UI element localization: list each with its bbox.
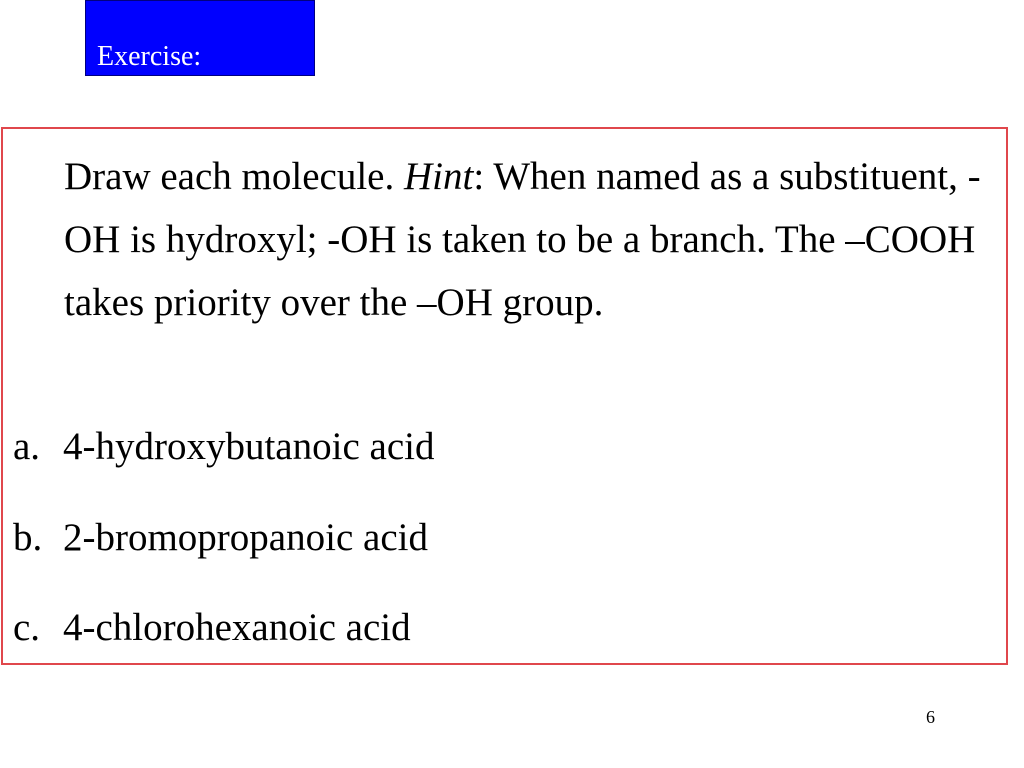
list-item-text: 4-chlorohexanoic acid [63,606,411,649]
content-box [1,127,1008,665]
hint-label: Hint [404,155,474,198]
list-marker: b. [13,516,43,559]
slide-title: Exercise: [97,41,202,72]
list-marker: c. [13,606,41,649]
instruction-paragraph [64,145,984,334]
page-number: 6 [926,707,935,727]
list-item-text: 2-bromopropanoic acid [63,516,428,559]
instruction-text: Draw each molecule. [64,155,404,198]
list-marker: a. [13,425,41,468]
hint-text: : When named as a substituent, -OH is hydroxyl; -OH is taken to be a branch. The –COOH takes priority over the –OH group. [64,155,981,324]
slide-title-box [85,0,315,76]
list-item-text: 4-hydroxybutanoic acid [63,425,435,468]
